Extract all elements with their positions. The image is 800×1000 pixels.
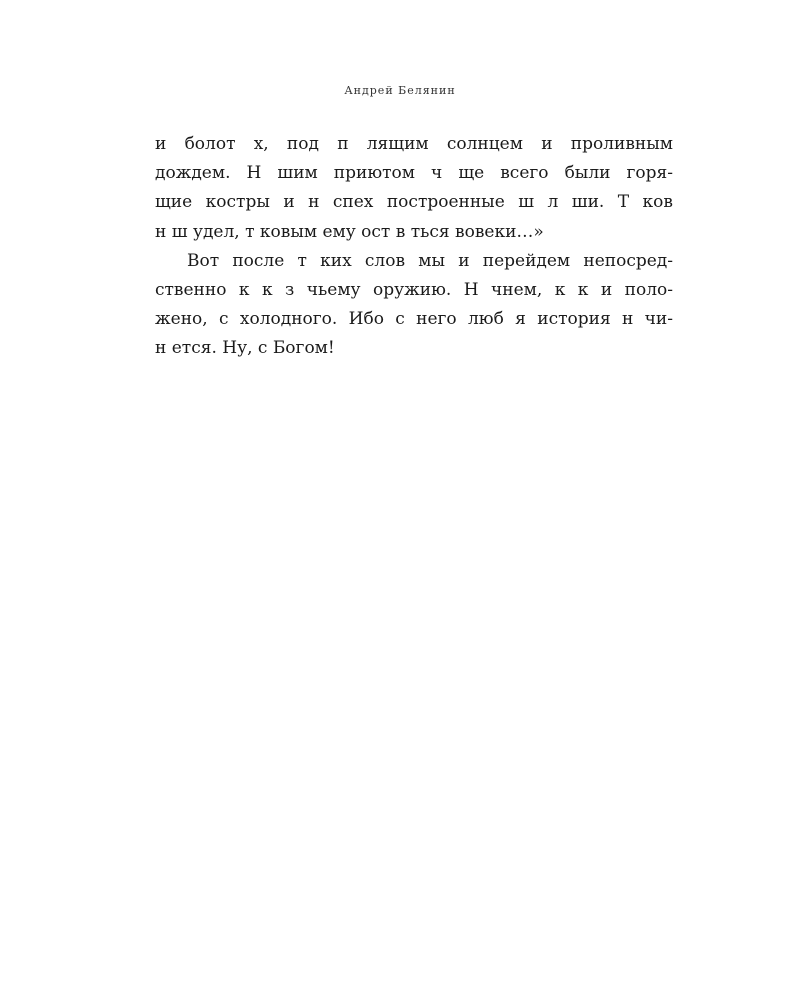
paragraph-first-line: Вот после т ких слов мы и перейдем непосред- (187, 250, 673, 271)
running-header-author: Андрей Белянин (344, 84, 456, 97)
text-line: щие костры и н спех построенные ш л ши. Т ков (155, 192, 673, 213)
text-line: н ш удел, т ковым ему ост в ться вовеки…» (155, 221, 544, 242)
text-line: жено, с холодного. Ибо с него люб я история н чи- (155, 309, 673, 330)
text-line: ственно к к з чьему оружию. Н чнем, к к и поло- (155, 279, 673, 300)
text-line: и болот х, под п лящим солнцем и проливным (155, 134, 673, 154)
body-text (155, 130, 673, 364)
text-line: н ется. Ну, с Богом! (155, 338, 335, 359)
text-line: дождем. Н шим приютом ч ще всего были горя- (155, 163, 673, 184)
